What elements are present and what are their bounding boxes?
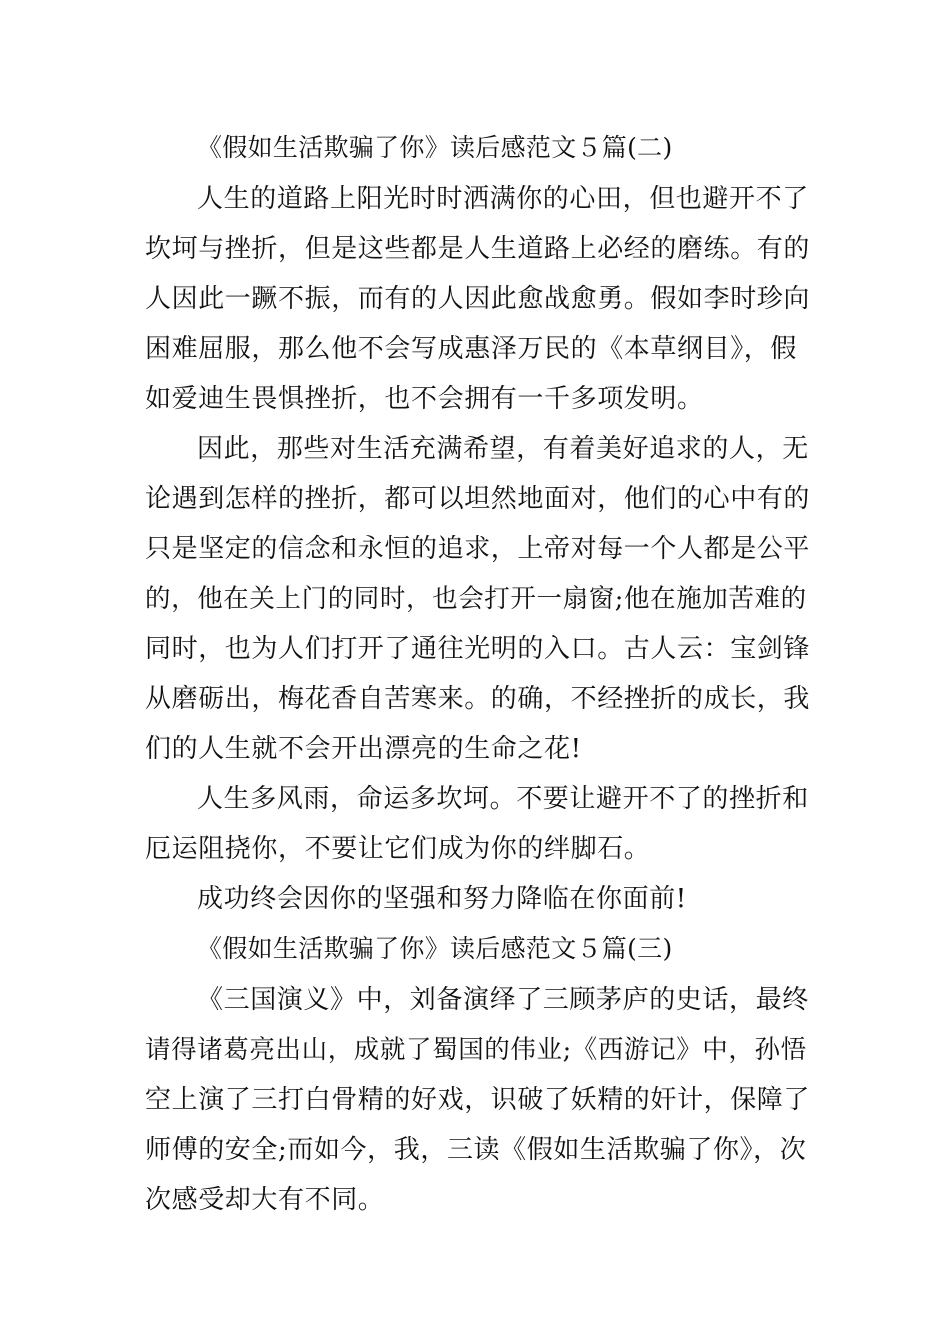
text-line: 人生的道路上阳光时时洒满你的心田，但也避开不了 — [197, 184, 809, 214]
text-line: 坎坷与挫折，但是这些都是人生道路上必经的磨练。有的 — [145, 234, 811, 264]
section-heading-3: 《假如生活欺骗了你》读后感范文５篇(三) — [197, 934, 673, 963]
text-line: 同时，也为人们打开了通往光明的入口。古人云：宝剑锋 — [145, 634, 811, 664]
text-line: 的，他在关上门的同时，也会打开一扇窗;他在施加苦难的 — [145, 584, 807, 614]
text-line: 成功终会因你的坚强和努力降临在你面前! — [197, 884, 687, 914]
text-line: 从磨砺出，梅花香自苦寒来。的确，不经挫折的成长，我 — [145, 684, 811, 714]
text-line: 论遇到怎样的挫折，都可以坦然地面对，他们的心中有的 — [145, 484, 811, 514]
text-line: 如爱迪生畏惧挫折，也不会拥有一千多项发明。 — [145, 384, 704, 414]
section-heading-2: 《假如生活欺骗了你》读后感范文５篇(二) — [197, 133, 673, 162]
text-line: 只是坚定的信念和永恒的追求，上帝对每一个人都是公平 — [145, 534, 811, 564]
text-line: 空上演了三打白骨精的好戏，识破了妖精的奸计，保障了 — [145, 1085, 811, 1115]
text-line: 请得诸葛亮出山，成就了蜀国的伟业;《西游记》中，孙悟 — [145, 1035, 807, 1065]
text-line: 师傅的安全;而如今，我，三读《假如生活欺骗了你》，次 — [145, 1135, 807, 1165]
text-line: 们的人生就不会开出漂亮的生命之花! — [145, 734, 582, 764]
text-line: 次感受却大有不同。 — [145, 1185, 385, 1215]
text-line: 人因此一蹶不振，而有的人因此愈战愈勇。假如李时珍向 — [145, 284, 811, 314]
text-line: 人生多风雨，命运多坎坷。不要让避开不了的挫折和 — [197, 784, 809, 814]
text-line: 厄运阻挠你，不要让它们成为你的绊脚石。 — [145, 834, 651, 864]
text-line: 困难屈服，那么他不会写成惠泽万民的《本草纲目》，假 — [145, 334, 798, 364]
text-line: 因此，那些对生活充满希望，有着美好追求的人，无 — [197, 434, 809, 464]
text-line: 《三国演义》中，刘备演绎了三顾茅庐的史话，最终 — [197, 985, 809, 1015]
